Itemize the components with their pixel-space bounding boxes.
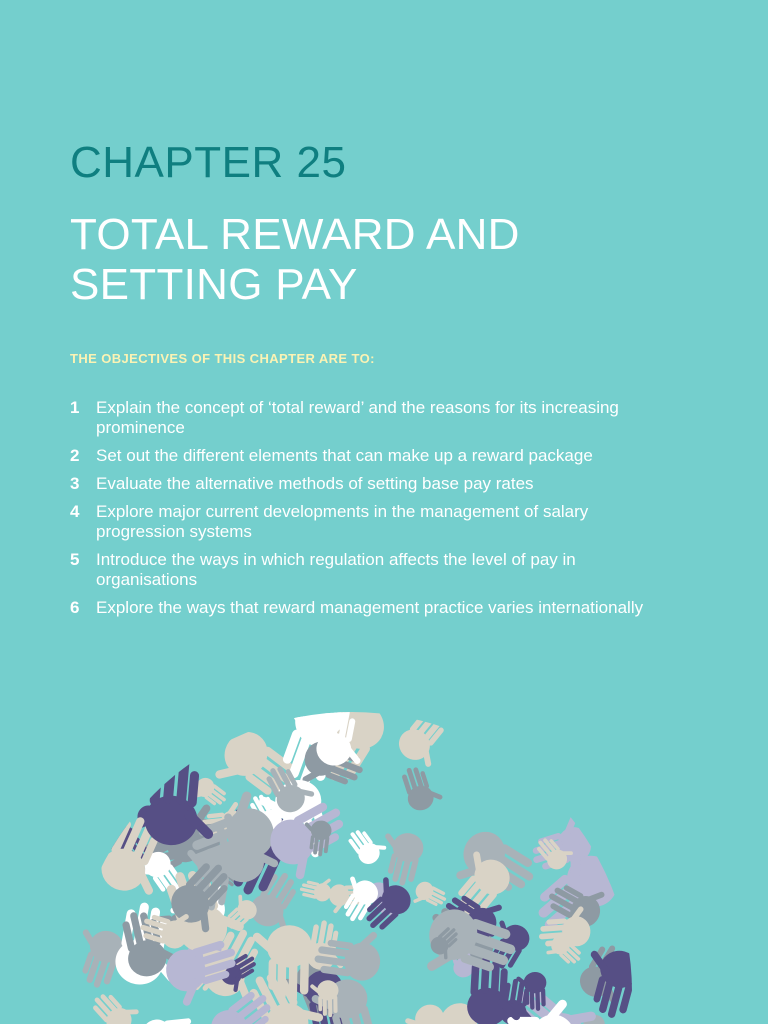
objective-number: 4 — [70, 502, 80, 521]
objectives-list — [70, 398, 680, 626]
hands-illustration — [0, 700, 768, 1024]
hand-print-icon — [398, 760, 445, 813]
objective-item — [70, 502, 680, 542]
hand-print-icon — [393, 704, 461, 773]
objective-text: Explain the concept of ‘total reward’ and the reasons for its increasing prominence — [96, 398, 619, 437]
objective-item — [70, 398, 680, 438]
chapter-title: TOTAL REWARD AND SETTING PAY — [70, 210, 520, 309]
objective-number: 6 — [70, 598, 80, 617]
hand-print-icon — [140, 1015, 202, 1024]
objective-text: Explore major current developments in the management of salary progression systems — [96, 502, 589, 541]
hand-print-icon — [373, 827, 426, 888]
hand-print-icon — [88, 982, 144, 1024]
objective-text: Evaluate the alternative methods of setting base pay rates — [96, 474, 534, 493]
objective-number: 2 — [70, 446, 80, 465]
objective-item — [70, 474, 680, 494]
objective-text: Introduce the ways in which regulation affects the level of pay in organisations — [96, 550, 576, 589]
objective-item — [70, 550, 680, 590]
objective-item — [70, 598, 680, 618]
objective-text: Set out the different elements that can make up a reward package — [96, 446, 593, 465]
objective-item — [70, 446, 680, 466]
hand-print-icon — [344, 821, 390, 869]
objective-number: 3 — [70, 474, 80, 493]
objectives-heading: THE OBJECTIVES OF THIS CHAPTER ARE TO: — [70, 351, 375, 366]
chapter-label: CHAPTER 25 — [70, 138, 347, 187]
objective-text: Explore the ways that reward management practice varies internationally — [96, 598, 644, 617]
objective-number: 1 — [70, 398, 80, 417]
objective-number: 5 — [70, 550, 80, 569]
